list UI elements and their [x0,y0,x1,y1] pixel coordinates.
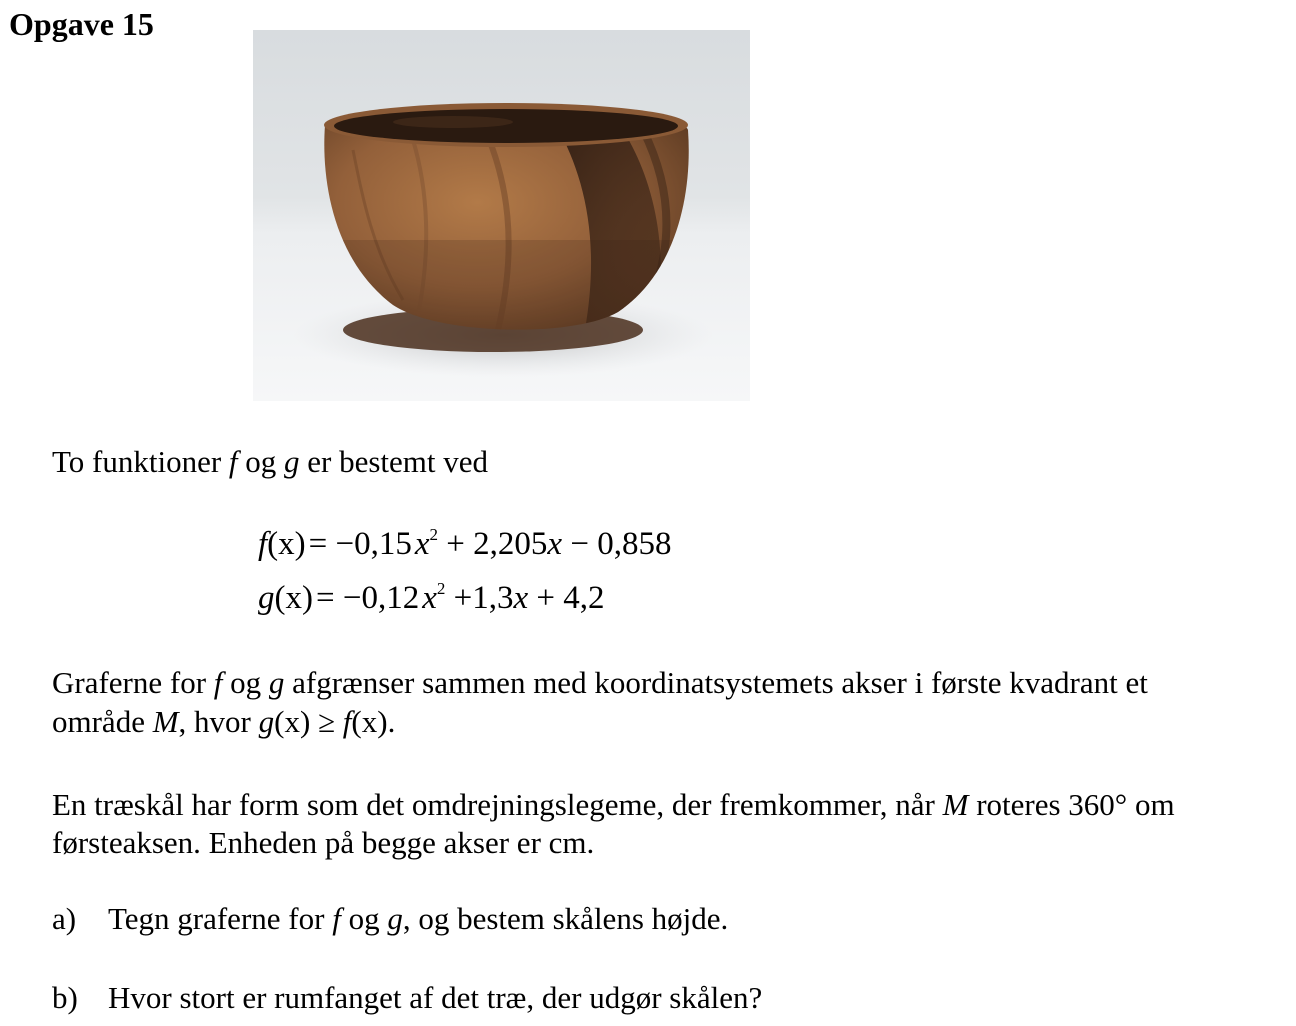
formula-term: +1,3 [445,580,514,616]
symbol-M: M [152,704,179,739]
intro-paragraph [52,444,488,480]
question-text: og [340,901,388,936]
symbol-g: g [387,901,403,936]
symbol-f: f [228,444,238,479]
variable-x: x [513,580,529,616]
wooden-bowl-photo [253,30,750,401]
question-a-label: a) [52,901,77,936]
exponent: 2 [436,579,446,598]
bowl-paragraph-line-1 [52,787,1175,823]
formula-term: + 4,2 [528,580,605,616]
function-argument: (x) [351,704,388,739]
paragraph-text: roteres 360° om [968,787,1175,822]
symbol-g: g [284,444,300,479]
symbol-f: f [213,665,223,700]
variable-x: x [547,526,563,562]
region-paragraph-line-2 [52,704,395,740]
intro-text: og [237,444,285,479]
inequality-sign: ≥ [310,704,343,739]
question-a-text [108,901,728,937]
function-name-f: f [258,526,268,562]
paragraph-text: afgrænser sammen med koordinatsystemets akser i første kvadrant et [284,665,1148,700]
paragraph-text: og [222,665,269,700]
symbol-M: M [942,787,969,822]
assignment-heading: Opgave 15 [9,6,154,42]
question-b-label: b) [52,980,78,1015]
paragraph-text: . [387,704,396,739]
function-name-g: g [258,580,275,616]
question-text: Tegn graferne for [108,901,333,936]
variable-x: x [414,526,430,562]
question-b-text: Hvor stort er rumfanget af det træ, der udgør skålen? [108,980,763,1015]
symbol-g: g [268,665,285,700]
formula-term: = −0,12 [315,580,420,616]
bowl-interior [334,109,678,143]
paragraph-text: område [52,704,153,739]
intro-text: er bestemt ved [299,444,489,479]
paragraph-text: Graferne for [52,665,214,700]
function-argument: (x) [274,580,313,616]
bowl-paragraph-line-2 [52,825,594,861]
paragraph-text: En træskål har form som det omdrejningslegeme, der fremkommer, når [52,787,943,822]
formula-term: = −0,15 [308,526,412,562]
symbol-f: f [332,901,341,936]
formula-g [258,578,605,618]
question-text: , og bestem skålens højde. [402,901,729,936]
formula-f [258,524,671,564]
symbol-g: g [258,704,275,739]
exponent: 2 [429,525,439,544]
variable-x: x [422,580,437,616]
symbol-f: f [342,704,352,739]
function-argument: (x) [274,704,311,739]
formula-term: − 0,858 [562,526,672,562]
paragraph-text: , hvor [178,704,259,739]
function-argument: (x) [267,526,306,562]
paragraph-text: førsteaksen. Enheden på begge akser er cm. [52,825,595,860]
formula-term: + 2,205 [438,526,548,562]
intro-text: To funktioner [52,444,229,479]
region-paragraph-line-1 [52,665,1148,701]
